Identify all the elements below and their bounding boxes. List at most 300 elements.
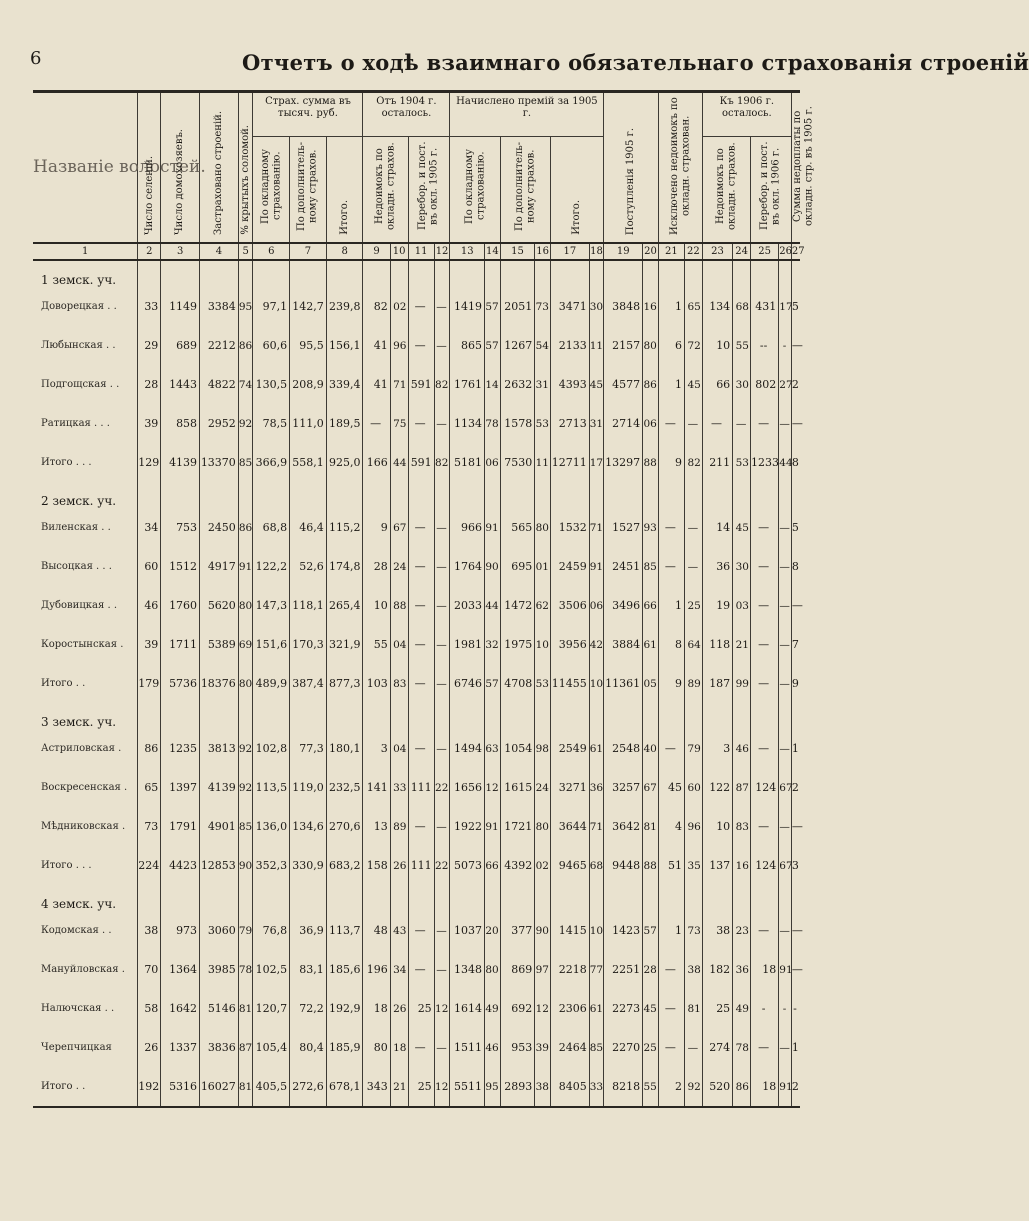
table-cell: — bbox=[408, 625, 434, 664]
column-number: 27 bbox=[791, 243, 800, 260]
table-cell: 2033 bbox=[450, 586, 485, 625]
table-cell: 41 bbox=[363, 326, 390, 365]
table-cell: 211 bbox=[702, 443, 732, 482]
table-cell: 5389 bbox=[200, 625, 239, 664]
table-cell: 44 bbox=[779, 443, 792, 482]
header-arrears: Недоимокъ по окладн. страхов. bbox=[373, 142, 397, 230]
table-cell: 2459 bbox=[550, 547, 589, 586]
section-header-row bbox=[33, 260, 800, 287]
table-cell: 63 bbox=[484, 729, 500, 768]
table-cell: 20 bbox=[484, 911, 500, 950]
table-cell: — bbox=[791, 807, 800, 846]
empty-cell bbox=[253, 482, 290, 508]
table-cell: — bbox=[779, 586, 792, 625]
table-cell: 80 bbox=[643, 326, 659, 365]
table-cell: 81 bbox=[643, 807, 659, 846]
table-row bbox=[33, 846, 800, 885]
table-row bbox=[33, 326, 800, 365]
empty-cell bbox=[390, 885, 408, 911]
table-cell: 30 bbox=[733, 365, 751, 404]
table-cell: 45 bbox=[589, 365, 604, 404]
table-cell: 60 bbox=[685, 768, 703, 807]
table-cell: 1348 bbox=[450, 950, 485, 989]
column-number: 19 bbox=[604, 243, 643, 260]
table-cell: 2133 bbox=[550, 326, 589, 365]
column-number: 24 bbox=[733, 243, 751, 260]
table-cell: 14 bbox=[484, 365, 500, 404]
empty-cell bbox=[408, 703, 434, 729]
table-cell: 115,2 bbox=[326, 508, 363, 547]
table-cell: 858 bbox=[161, 404, 200, 443]
table-cell: — bbox=[791, 911, 800, 950]
table-cell: 12853 bbox=[200, 846, 239, 885]
empty-cell bbox=[658, 703, 684, 729]
table-cell: 10 bbox=[702, 326, 732, 365]
column-number: 25 bbox=[750, 243, 778, 260]
table-cell: 2 bbox=[791, 365, 800, 404]
table-cell: — bbox=[779, 807, 792, 846]
table-cell: 57 bbox=[484, 664, 500, 703]
table-cell: 102,5 bbox=[253, 950, 290, 989]
table-cell: 802 bbox=[750, 365, 778, 404]
table-cell: 5316 bbox=[161, 1067, 200, 1107]
table-cell: — bbox=[658, 547, 684, 586]
table-cell: 12 bbox=[535, 989, 551, 1028]
table-cell: 2218 bbox=[550, 950, 589, 989]
table-cell: 565 bbox=[500, 508, 535, 547]
table-cell: 12 bbox=[484, 768, 500, 807]
table-cell: — bbox=[408, 1028, 434, 1067]
empty-cell bbox=[238, 703, 253, 729]
table-cell: 38 bbox=[138, 911, 161, 950]
table-cell: 88 bbox=[643, 443, 659, 482]
table-cell: 29 bbox=[138, 326, 161, 365]
table-cell: 04 bbox=[390, 625, 408, 664]
table-row bbox=[33, 547, 800, 586]
table-cell: — bbox=[434, 911, 450, 950]
table-cell: 185,9 bbox=[326, 1028, 363, 1067]
header-excluded: Исключено недоимокъ по окладн. страхован. bbox=[668, 97, 692, 235]
table-cell: 67 bbox=[779, 846, 792, 885]
empty-cell bbox=[779, 703, 792, 729]
header-sum-group: Страх. сумма въ тысяч. руб. bbox=[253, 92, 363, 137]
column-number: 6 bbox=[253, 243, 290, 260]
column-number: 22 bbox=[685, 243, 703, 260]
table-cell: — bbox=[434, 950, 450, 989]
table-cell: 18 bbox=[750, 950, 778, 989]
table-cell: 2952 bbox=[200, 404, 239, 443]
section-header-row bbox=[33, 885, 800, 911]
table-cell: — bbox=[750, 508, 778, 547]
table-cell: 32 bbox=[484, 625, 500, 664]
table-cell: 1149 bbox=[161, 287, 200, 326]
volost-name: Виленская . . bbox=[41, 522, 111, 533]
table-cell: 232,5 bbox=[326, 768, 363, 807]
table-cell: 33 bbox=[589, 1067, 604, 1107]
table-cell: - bbox=[791, 989, 800, 1028]
table-cell: 1711 bbox=[161, 625, 200, 664]
table-cell: 39 bbox=[138, 625, 161, 664]
table-cell: 8 bbox=[658, 625, 684, 664]
empty-cell bbox=[200, 482, 239, 508]
table-cell: — bbox=[408, 508, 434, 547]
table-cell: 88 bbox=[390, 586, 408, 625]
table-cell: 61 bbox=[643, 625, 659, 664]
table-cell: 90 bbox=[484, 547, 500, 586]
table-cell: 113,7 bbox=[326, 911, 363, 950]
table-cell: 42 bbox=[589, 625, 604, 664]
volost-name: Итого . . . bbox=[41, 457, 92, 468]
table-cell: 9448 bbox=[604, 846, 643, 885]
table-cell: 877,3 bbox=[326, 664, 363, 703]
table-cell: — bbox=[434, 404, 450, 443]
table-cell: 8405 bbox=[550, 1067, 589, 1107]
table-cell: — bbox=[791, 326, 800, 365]
empty-cell bbox=[161, 482, 200, 508]
table-cell: 3848 bbox=[604, 287, 643, 326]
table-cell: 77 bbox=[589, 950, 604, 989]
header-householders: Число домохозяевъ. bbox=[174, 128, 186, 235]
table-cell: 22 bbox=[434, 768, 450, 807]
table-cell: 3496 bbox=[604, 586, 643, 625]
table-cell: 92 bbox=[238, 768, 253, 807]
table-cell: 05 bbox=[643, 664, 659, 703]
table-cell: 82 bbox=[434, 365, 450, 404]
empty-cell bbox=[604, 482, 643, 508]
table-cell: 2306 bbox=[550, 989, 589, 1028]
empty-cell bbox=[535, 482, 551, 508]
header-receipts: Поступленія 1905 г. bbox=[625, 127, 637, 235]
table-cell: 31 bbox=[535, 365, 551, 404]
table-row bbox=[33, 1028, 800, 1067]
table-cell: 82 bbox=[685, 443, 703, 482]
column-number: 1 bbox=[33, 243, 138, 260]
report-table bbox=[33, 90, 815, 1108]
table-cell: 2 bbox=[791, 1067, 800, 1107]
column-number: 12 bbox=[434, 243, 450, 260]
table-cell: - bbox=[779, 326, 792, 365]
table-cell: 3384 bbox=[200, 287, 239, 326]
table-cell: 1656 bbox=[450, 768, 485, 807]
header-sum-base: По окладному страхованію. bbox=[259, 148, 283, 224]
table-cell: 92 bbox=[238, 404, 253, 443]
table-row bbox=[33, 443, 800, 482]
table-row bbox=[33, 989, 800, 1028]
table-row bbox=[33, 625, 800, 664]
table-cell: 3985 bbox=[200, 950, 239, 989]
empty-cell bbox=[434, 885, 450, 911]
volost-name: Воскресенская . bbox=[41, 782, 128, 793]
table-cell: 82 bbox=[434, 443, 450, 482]
table-cell: 30 bbox=[589, 287, 604, 326]
empty-cell bbox=[200, 703, 239, 729]
empty-cell bbox=[791, 885, 800, 911]
table-cell: 1054 bbox=[500, 729, 535, 768]
table-cell: 66 bbox=[643, 586, 659, 625]
table-cell: 06 bbox=[643, 404, 659, 443]
table-cell: 81 bbox=[238, 989, 253, 1028]
volost-name: Доворецкая . . bbox=[41, 301, 117, 312]
table-cell: 1764 bbox=[450, 547, 485, 586]
table-cell: 51 bbox=[658, 846, 684, 885]
table-cell: — bbox=[750, 586, 778, 625]
table-cell: -- bbox=[750, 326, 778, 365]
table-cell: 2713 bbox=[550, 404, 589, 443]
table-cell: 25 bbox=[408, 989, 434, 1028]
table-cell: — bbox=[408, 911, 434, 950]
table-cell: 03 bbox=[733, 586, 751, 625]
table-cell: 40 bbox=[643, 729, 659, 768]
volost-name: Ратицкая . . . bbox=[41, 418, 110, 429]
table-cell: 1267 bbox=[500, 326, 535, 365]
table-cell: 18376 bbox=[200, 664, 239, 703]
table-cell: 3 bbox=[702, 729, 732, 768]
empty-cell bbox=[791, 482, 800, 508]
table-cell: 12 bbox=[434, 1067, 450, 1107]
empty-cell bbox=[791, 703, 800, 729]
table-cell: 1 bbox=[658, 911, 684, 950]
table-cell: 4393 bbox=[550, 365, 589, 404]
table-cell: 36 bbox=[702, 547, 732, 586]
table-cell: — bbox=[685, 1028, 703, 1067]
empty-cell bbox=[658, 482, 684, 508]
table-cell: 6746 bbox=[450, 664, 485, 703]
table-cell: 92 bbox=[238, 729, 253, 768]
table-row bbox=[33, 1067, 800, 1107]
table-cell: 1 bbox=[658, 365, 684, 404]
table-cell: 187 bbox=[702, 664, 732, 703]
table-cell: 1494 bbox=[450, 729, 485, 768]
table-cell: 192,9 bbox=[326, 989, 363, 1028]
empty-cell bbox=[658, 260, 684, 287]
header-settlements: Число селеній. bbox=[143, 155, 155, 235]
table-cell: — bbox=[779, 664, 792, 703]
table-cell: 18 bbox=[363, 989, 390, 1028]
table-cell: 91 bbox=[589, 547, 604, 586]
empty-cell bbox=[685, 482, 703, 508]
table-cell: 38 bbox=[685, 950, 703, 989]
empty-cell bbox=[363, 482, 390, 508]
table-cell: 25 bbox=[408, 1067, 434, 1107]
table-cell: — bbox=[408, 404, 434, 443]
column-number: 7 bbox=[290, 243, 327, 260]
empty-cell bbox=[750, 482, 778, 508]
table-cell: 88 bbox=[643, 846, 659, 885]
empty-cell bbox=[390, 482, 408, 508]
table-row bbox=[33, 664, 800, 703]
column-number: 21 bbox=[658, 243, 684, 260]
table-cell: 78 bbox=[238, 950, 253, 989]
table-cell: 53 bbox=[733, 443, 751, 482]
table-cell: 8 bbox=[791, 443, 800, 482]
table-cell: 80 bbox=[535, 807, 551, 846]
table-cell: 753 bbox=[161, 508, 200, 547]
table-cell: — bbox=[779, 729, 792, 768]
column-numbers-row bbox=[33, 243, 800, 260]
table-cell: 2051 bbox=[500, 287, 535, 326]
table-cell: 73 bbox=[685, 911, 703, 950]
empty-cell bbox=[200, 885, 239, 911]
table-cell: 1791 bbox=[161, 807, 200, 846]
empty-cell bbox=[658, 885, 684, 911]
table-cell: 4423 bbox=[161, 846, 200, 885]
table-cell: 95,5 bbox=[290, 326, 327, 365]
table-cell: 11 bbox=[589, 326, 604, 365]
table-cell: 13 bbox=[363, 807, 390, 846]
table-cell: 5073 bbox=[450, 846, 485, 885]
empty-cell bbox=[589, 260, 604, 287]
table-cell: 57 bbox=[484, 326, 500, 365]
table-cell: 80 bbox=[238, 664, 253, 703]
empty-cell bbox=[450, 482, 485, 508]
table-cell: 136,0 bbox=[253, 807, 290, 846]
empty-cell bbox=[484, 703, 500, 729]
table-cell: 5146 bbox=[200, 989, 239, 1028]
table-row bbox=[33, 950, 800, 989]
table-cell: 695 bbox=[500, 547, 535, 586]
table-cell: 3 bbox=[791, 846, 800, 885]
empty-cell bbox=[253, 703, 290, 729]
empty-cell bbox=[290, 482, 327, 508]
table-cell: 174,8 bbox=[326, 547, 363, 586]
table-cell: 208,9 bbox=[290, 365, 327, 404]
table-cell: 91 bbox=[484, 807, 500, 846]
header-straw-pct: % крытыхъ соломой. bbox=[239, 125, 251, 235]
table-cell: 8 bbox=[791, 547, 800, 586]
table-cell: 1981 bbox=[450, 625, 485, 664]
table-cell: 1423 bbox=[604, 911, 643, 950]
table-cell: 04 bbox=[390, 729, 408, 768]
table-cell: 26 bbox=[390, 846, 408, 885]
table-cell: — bbox=[658, 404, 684, 443]
table-cell: 69 bbox=[238, 625, 253, 664]
table-cell: 124 bbox=[750, 768, 778, 807]
table-cell: — bbox=[779, 404, 792, 443]
table-cell: 71 bbox=[589, 508, 604, 547]
column-number: 26 bbox=[779, 243, 792, 260]
column-number: 3 bbox=[161, 243, 200, 260]
empty-cell bbox=[685, 885, 703, 911]
table-cell: — bbox=[750, 807, 778, 846]
table-cell: 83 bbox=[390, 664, 408, 703]
table-row bbox=[33, 807, 800, 846]
empty-cell bbox=[408, 260, 434, 287]
table-cell: 1443 bbox=[161, 365, 200, 404]
table-cell: 55 bbox=[363, 625, 390, 664]
column-number: 16 bbox=[535, 243, 551, 260]
empty-cell bbox=[434, 260, 450, 287]
table-cell: 1975 bbox=[500, 625, 535, 664]
empty-cell bbox=[484, 260, 500, 287]
table-cell: 70 bbox=[138, 950, 161, 989]
column-number: 10 bbox=[390, 243, 408, 260]
table-cell: — bbox=[408, 547, 434, 586]
table-cell: — bbox=[434, 586, 450, 625]
table-cell: — bbox=[685, 404, 703, 443]
table-cell: 65 bbox=[138, 768, 161, 807]
table-cell: 44 bbox=[390, 443, 408, 482]
header-insured: Застраховано строеній. bbox=[213, 111, 225, 235]
table-cell: 52,6 bbox=[290, 547, 327, 586]
volost-name: Подгощская . . bbox=[41, 379, 120, 390]
table-cell: — bbox=[658, 989, 684, 1028]
table-cell: 67 bbox=[390, 508, 408, 547]
table-cell: 339,4 bbox=[326, 365, 363, 404]
table-cell: 11455 bbox=[550, 664, 589, 703]
column-number: 2 bbox=[138, 243, 161, 260]
table-cell: 17 bbox=[589, 443, 604, 482]
table-cell: — bbox=[779, 1028, 792, 1067]
table-cell: 76,8 bbox=[253, 911, 290, 950]
table-cell: — bbox=[779, 547, 792, 586]
table-cell: 3257 bbox=[604, 768, 643, 807]
volost-name: Астриловская . bbox=[41, 743, 122, 754]
table-row bbox=[33, 287, 800, 326]
empty-cell bbox=[290, 703, 327, 729]
table-cell: 120,7 bbox=[253, 989, 290, 1028]
column-number: 13 bbox=[450, 243, 485, 260]
table-cell: 1397 bbox=[161, 768, 200, 807]
header-prem-total: Итого. bbox=[571, 200, 583, 235]
column-number: 11 bbox=[408, 243, 434, 260]
table-cell: 16 bbox=[733, 846, 751, 885]
table-cell: 272,6 bbox=[290, 1067, 327, 1107]
empty-cell bbox=[733, 703, 751, 729]
table-cell: 196 bbox=[363, 950, 390, 989]
header-overpay1906: Перебор. и пост. въ окл. 1906 г. bbox=[759, 141, 782, 231]
header-prem-add: По дополнитель- ному страхов. bbox=[513, 141, 537, 231]
empty-cell bbox=[238, 885, 253, 911]
table-cell: 1527 bbox=[604, 508, 643, 547]
table-cell: 966 bbox=[450, 508, 485, 547]
table-cell: 1761 bbox=[450, 365, 485, 404]
table-cell: 869 bbox=[500, 950, 535, 989]
table-cell: — bbox=[750, 404, 778, 443]
table-cell: — bbox=[408, 729, 434, 768]
empty-cell bbox=[450, 703, 485, 729]
header-extra: Сумма недоплаты по окладн. стр. въ 1905 г. bbox=[791, 106, 815, 226]
empty-cell bbox=[138, 885, 161, 911]
empty-cell bbox=[550, 482, 589, 508]
table-cell: 10 bbox=[589, 911, 604, 950]
table-cell: 82 bbox=[363, 287, 390, 326]
table-cell: — bbox=[408, 807, 434, 846]
table-cell: 5511 bbox=[450, 1067, 485, 1107]
table-cell: 1642 bbox=[161, 989, 200, 1028]
table-cell: — bbox=[791, 586, 800, 625]
table-cell: 270,6 bbox=[326, 807, 363, 846]
table-cell: 67 bbox=[779, 768, 792, 807]
empty-cell bbox=[500, 260, 535, 287]
table-cell: 1511 bbox=[450, 1028, 485, 1067]
header-overpay1904: Перебор. и пост. въ окл. 1905 г. bbox=[417, 141, 440, 231]
table-cell: — bbox=[791, 950, 800, 989]
table-cell: 6 bbox=[658, 326, 684, 365]
table-cell: 1 bbox=[791, 1028, 800, 1067]
table-cell: — bbox=[750, 911, 778, 950]
table-cell: 65 bbox=[685, 287, 703, 326]
empty-cell bbox=[750, 885, 778, 911]
section-title: 4 земск. уч. bbox=[41, 897, 117, 911]
table-row bbox=[33, 365, 800, 404]
table-cell: 46 bbox=[484, 1028, 500, 1067]
empty-cell bbox=[238, 482, 253, 508]
table-cell: 34 bbox=[390, 950, 408, 989]
empty-cell bbox=[434, 703, 450, 729]
volost-name: Высоцкая . . . bbox=[41, 561, 112, 572]
table-cell: — bbox=[434, 1028, 450, 1067]
empty-cell bbox=[643, 703, 659, 729]
